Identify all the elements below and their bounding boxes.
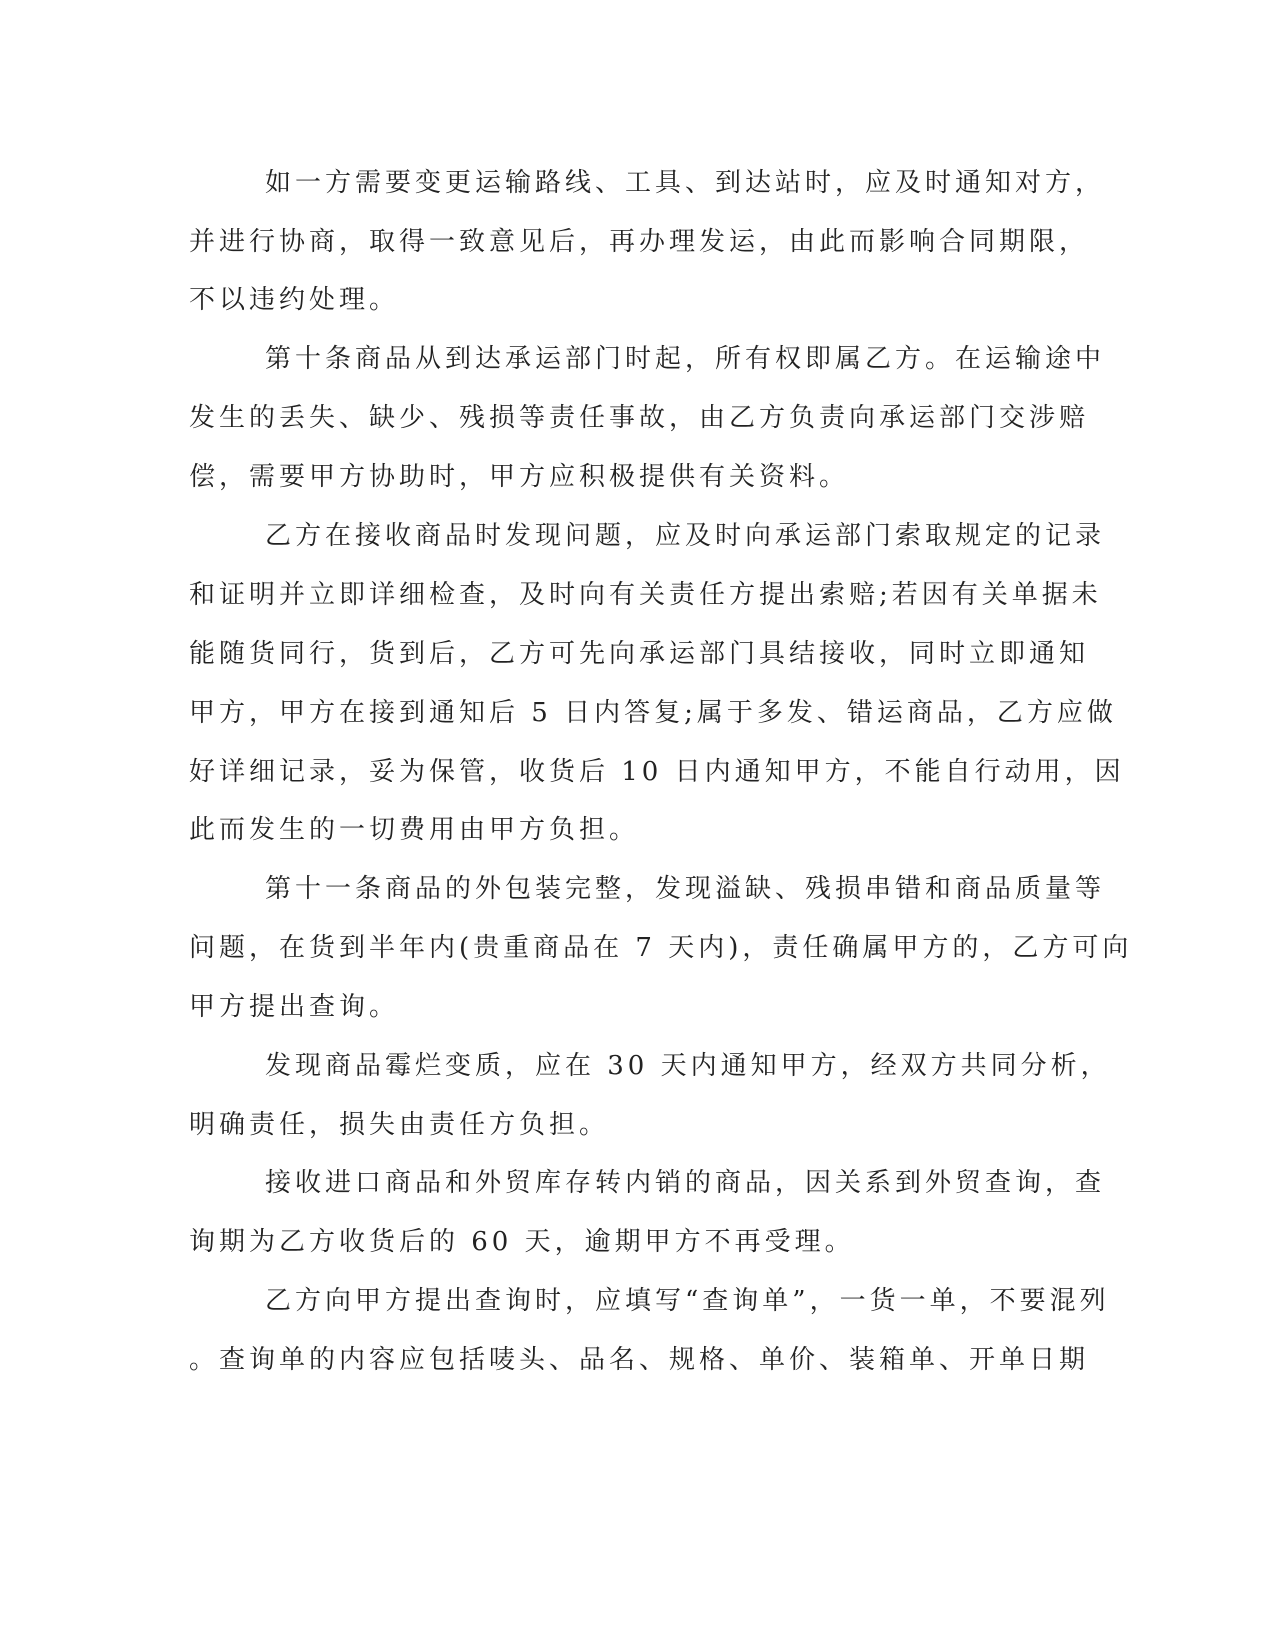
text-line: 。查询单的内容应包括唛头、品名、规格、单价、装箱单、开单日期 [189,1345,1090,1375]
text-line: 第十条商品从到达承运部门时起，所有权即属乙方。在运输途中 [265,344,1106,374]
text-line: 和证明并立即详细检查，及时向有关责任方提出索赔;若因有关单据未 [189,580,1102,610]
text-line: 询期为乙方收货后的 60 天，逾期甲方不再受理。 [189,1227,855,1257]
text-line: 接收进口商品和外贸库存转内销的商品，因关系到外贸查询，查 [265,1168,1106,1198]
text-line: 甲方提出查询。 [189,992,400,1022]
text-line: 问题，在货到半年内(贵重商品在 7 天内)，责任确属甲方的，乙方可向 [189,933,1133,963]
text-line: 不以违约处理。 [189,285,400,315]
text-line: 偿，需要甲方协助时，甲方应积极提供有关资料。 [189,462,850,492]
text-line: 乙方向甲方提出查询时，应填写“查询单”，一货一单，不要混列 [265,1286,1110,1316]
text-line: 此而发生的一切费用由甲方负担。 [189,815,640,845]
text-line: 明确责任，损失由责任方负担。 [189,1110,610,1140]
text-line: 乙方在接收商品时发现问题，应及时向承运部门索取规定的记录 [265,521,1106,551]
text-line: 甲方，甲方在接到通知后 5 日内答复;属于多发、错运商品，乙方应做 [189,698,1117,728]
text-line: 并进行协商，取得一致意见后，再办理发运，由此而影响合同期限， [189,227,1090,257]
text-line: 好详细记录，妥为保管，收货后 10 日内通知甲方，不能自行动用，因 [189,757,1125,787]
text-line: 如一方需要变更运输路线、工具、到达站时，应及时通知对方， [265,168,1106,198]
text-line: 发现商品霉烂变质，应在 30 天内通知甲方，经双方共同分析， [265,1051,1111,1081]
text-line: 能随货同行，货到后，乙方可先向承运部门具结接收，同时立即通知 [189,639,1090,669]
text-line: 第十一条商品的外包装完整，发现溢缺、残损串错和商品质量等 [265,874,1106,904]
text-line: 发生的丢失、缺少、残损等责任事故，由乙方负责向承运部门交涉赔 [189,403,1090,433]
